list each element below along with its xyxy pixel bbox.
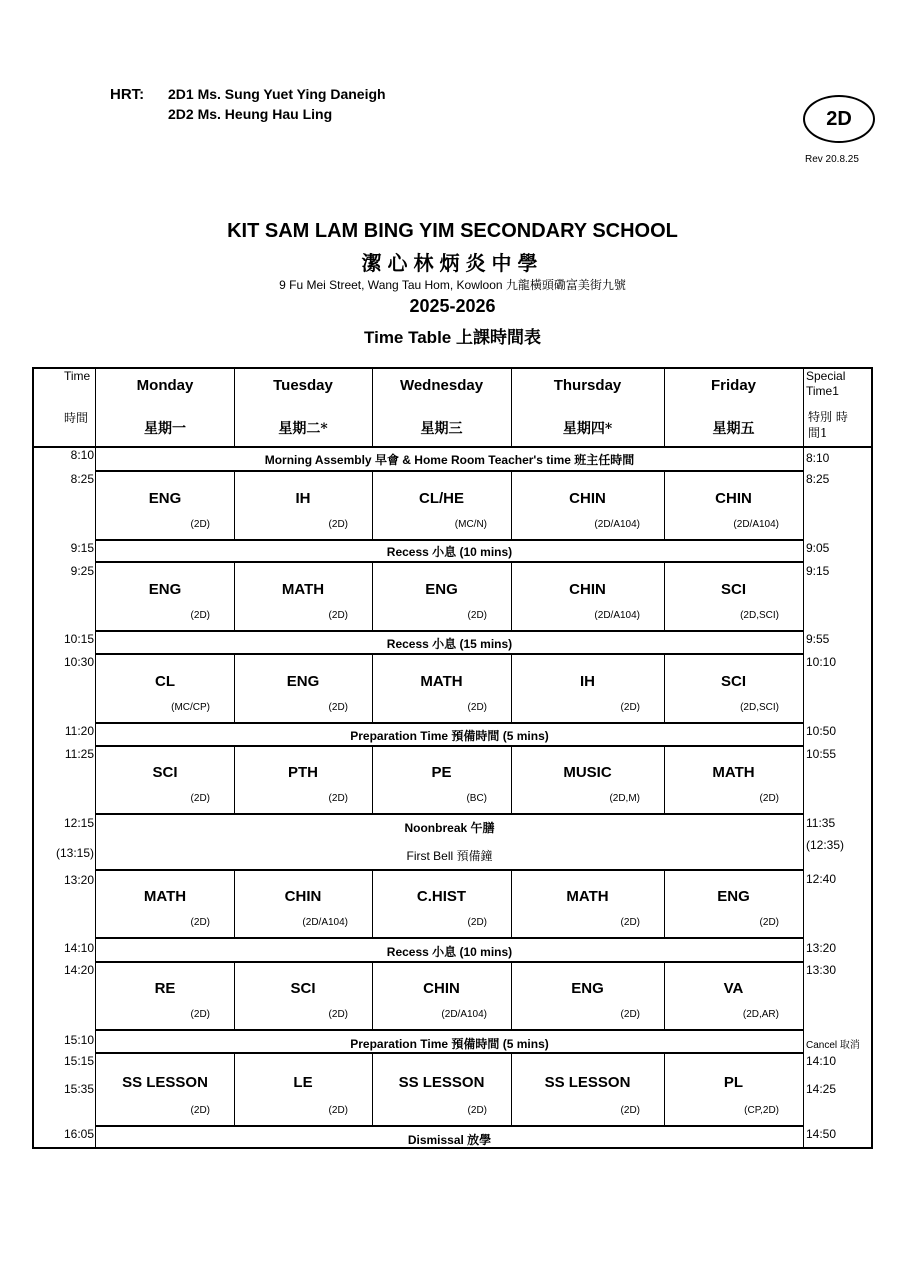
- lesson-subject: CL: [155, 672, 175, 690]
- lesson-room: (2D): [190, 793, 210, 804]
- special-time-header-en: Special Time1: [806, 369, 846, 398]
- lesson-subject: SS LESSON: [122, 1073, 208, 1091]
- time-label: 8:25: [70, 472, 94, 486]
- special-time-label: 12:40: [806, 872, 837, 886]
- time-header-en: Time: [64, 369, 91, 383]
- special-time-label: 9:55: [806, 632, 830, 646]
- lesson-subject: MATH: [420, 672, 463, 690]
- time-label: (13:15): [55, 846, 94, 860]
- lesson-subject: CL/HE: [419, 489, 464, 507]
- lesson-subject: VA: [723, 980, 744, 997]
- day-header-tuesday-zh: 星期二*: [278, 421, 328, 437]
- special-time-label: 14:25: [806, 1082, 837, 1096]
- lesson-room: (2D): [467, 610, 487, 621]
- row-divider: [96, 653, 803, 655]
- row-divider: [96, 1052, 803, 1054]
- lesson-subject: SS LESSON: [544, 1073, 631, 1091]
- lesson-room: (2D): [190, 519, 210, 530]
- lesson-subject: CHIN: [569, 580, 606, 598]
- day-header-thursday-zh: 星期四*: [562, 421, 613, 437]
- lesson-subject: SCI: [720, 672, 746, 690]
- band-noonbreak: Noonbreak 午膳: [404, 821, 495, 835]
- time-label: 14:10: [63, 941, 94, 955]
- school-address: 9 Fu Mei Street, Wang Tau Hom, Kowloon 九龍橫頭磡富美街九號: [279, 278, 626, 292]
- lesson-subject: SS LESSON: [398, 1073, 485, 1091]
- time-label: 11:25: [64, 747, 94, 761]
- lesson-room: (2D): [467, 917, 487, 928]
- hrt-teacher-2d2: 2D2 Ms. Heung Hau Ling: [168, 106, 333, 122]
- lesson-subject: MATH: [281, 580, 325, 598]
- lesson-subject: ENG: [717, 888, 750, 905]
- lesson-room: (2D): [190, 610, 210, 621]
- day-header-friday: Friday: [710, 377, 756, 394]
- row-divider: [96, 446, 803, 448]
- time-label: 9:15: [70, 541, 94, 555]
- time-label: 15:35: [63, 1082, 94, 1096]
- lesson-room: (2D): [190, 1105, 210, 1116]
- column-divider: [803, 367, 804, 1147]
- lesson-subject: RE: [154, 980, 176, 997]
- table-border: [871, 367, 873, 1149]
- band-preparation-1: Preparation Time 預備時間 (5 mins): [350, 729, 549, 743]
- lesson-subject: ENG: [286, 672, 320, 690]
- row-divider: [96, 869, 803, 871]
- lesson-subject: CHIN: [569, 489, 606, 507]
- column-divider: [234, 367, 235, 446]
- band-recess-1: Recess 小息 (10 mins): [386, 545, 513, 559]
- special-time-label: 14:10: [806, 1054, 837, 1068]
- lesson-subject: PTH: [288, 764, 318, 781]
- lesson-room: (2D/A104): [594, 519, 640, 530]
- special-time-label: Cancel 取消: [806, 1040, 860, 1051]
- lesson-subject: CHIN: [423, 980, 460, 997]
- lesson-room: (2D): [328, 793, 348, 804]
- special-time-label: 8:10: [806, 451, 830, 465]
- lesson-room: (2D): [620, 917, 640, 928]
- special-time-label: 9:05: [806, 541, 830, 555]
- special-time-label: 10:50: [806, 724, 837, 738]
- lesson-subject: ENG: [425, 580, 458, 598]
- class-badge: 2D: [803, 95, 875, 143]
- school-name-en: KIT SAM LAM BING YIM SECONDARY SCHOOL: [227, 220, 678, 242]
- lesson-room: (CP,2D): [744, 1105, 779, 1116]
- lesson-subject: PE: [431, 764, 452, 781]
- lesson-subject: SCI: [290, 980, 316, 997]
- lesson-room: (2D): [328, 1105, 348, 1116]
- lesson-subject: ENG: [148, 489, 182, 507]
- lesson-room: (2D): [620, 1105, 640, 1116]
- lesson-subject: MATH: [712, 764, 755, 781]
- time-header-zh: 時間: [64, 411, 89, 425]
- school-name-zh: 潔心林炳炎中學: [361, 251, 544, 275]
- lesson-room: (BC): [466, 793, 487, 804]
- lesson-room: (2D,SCI): [740, 610, 779, 621]
- special-time-label: 14:50: [806, 1127, 837, 1141]
- lesson-subject: CHIN: [715, 489, 752, 507]
- lesson-room: (MC/CP): [171, 702, 210, 713]
- special-time-label: 11:35: [806, 816, 836, 830]
- row-divider: [96, 813, 803, 815]
- time-label: 12:15: [63, 816, 94, 830]
- day-header-thursday: Thursday: [553, 377, 622, 394]
- special-time-label: 8:25: [806, 472, 830, 486]
- row-divider: [96, 745, 803, 747]
- row-divider: [96, 470, 803, 472]
- time-label: 13:20: [63, 873, 94, 887]
- lesson-room: (2D): [759, 917, 779, 928]
- column-divider: [664, 367, 665, 446]
- row-divider: [96, 937, 803, 939]
- lesson-room: (2D): [190, 1009, 210, 1020]
- lesson-subject: MATH: [143, 888, 187, 905]
- lesson-subject: IH: [295, 489, 311, 507]
- lesson-subject: C.HIST: [416, 888, 467, 905]
- lesson-room: (2D): [328, 610, 348, 621]
- row-divider: [96, 1147, 803, 1149]
- row-divider: [96, 722, 803, 724]
- row-divider: [96, 1029, 803, 1031]
- hrt-teacher-2d1: 2D1 Ms. Sung Yuet Ying Daneigh: [168, 86, 386, 102]
- lesson-subject: CHIN: [284, 888, 322, 905]
- special-time-label: 13:20: [806, 941, 837, 955]
- lesson-subject: ENG: [571, 980, 604, 997]
- lesson-subject: MUSIC: [563, 764, 612, 781]
- special-time-label: 13:30: [806, 963, 837, 977]
- column-divider: [372, 367, 373, 446]
- time-label: 10:15: [63, 632, 94, 646]
- lesson-subject: IH: [580, 672, 595, 690]
- lesson-room: (2D): [328, 519, 348, 530]
- lesson-subject: MATH: [566, 888, 609, 905]
- lesson-room: (2D/A104): [594, 610, 640, 621]
- time-label: 16:05: [63, 1127, 94, 1141]
- time-label: 15:15: [63, 1054, 94, 1068]
- timetable-title: Time Table 上課時間表: [364, 328, 541, 347]
- day-header-wednesday: Wednesday: [399, 377, 484, 394]
- time-label: 8:10: [70, 448, 94, 462]
- lesson-subject: ENG: [148, 580, 182, 598]
- band-assembly: Morning Assembly 早會 & Home Room Teacher's time 班主任時間: [264, 453, 635, 467]
- day-header-friday-zh: 星期五: [712, 421, 755, 437]
- lesson-subject: LE: [293, 1073, 313, 1091]
- lesson-subject: SCI: [152, 764, 178, 781]
- day-header-wednesday-zh: 星期三: [420, 421, 463, 437]
- row-divider: [96, 1125, 803, 1127]
- lesson-room: (2D): [759, 793, 779, 804]
- lesson-room: (2D,SCI): [740, 702, 779, 713]
- special-time-label: 10:10: [806, 655, 837, 669]
- time-label: 9:25: [70, 564, 94, 578]
- lesson-room: (2D): [620, 1009, 640, 1020]
- time-label: 14:20: [63, 963, 94, 977]
- special-time-header-zh: 特別 時間1: [808, 410, 848, 440]
- lesson-room: (2D/A104): [733, 519, 779, 530]
- table-border: [32, 367, 872, 369]
- row-divider: [96, 961, 803, 963]
- band-preparation-2: Preparation Time 預備時間 (5 mins): [350, 1037, 549, 1051]
- school-year: 2025-2026: [409, 296, 496, 316]
- band-dismissal: Dismissal 放學: [407, 1133, 492, 1147]
- lesson-room: (2D/A104): [302, 917, 348, 928]
- lesson-subject: PL: [723, 1073, 744, 1091]
- lesson-room: (MC/N): [454, 519, 487, 530]
- revision-label: Rev 20.8.25: [805, 154, 859, 165]
- special-time-label: (12:35): [806, 838, 845, 852]
- lesson-room: (2D): [328, 1009, 348, 1020]
- day-header-monday: Monday: [136, 377, 194, 394]
- row-divider: [96, 561, 803, 563]
- lesson-room: (2D/A104): [441, 1009, 487, 1020]
- lesson-room: (2D): [467, 1105, 487, 1116]
- lesson-room: (2D,AR): [742, 1009, 779, 1020]
- lesson-room: (2D): [190, 917, 210, 928]
- day-header-monday-zh: 星期一: [144, 421, 186, 437]
- lesson-room: (2D): [620, 702, 640, 713]
- lesson-room: (2D): [328, 702, 348, 713]
- lesson-room: (2D): [467, 702, 487, 713]
- time-label: 11:20: [64, 724, 94, 738]
- column-divider: [511, 367, 512, 446]
- time-label: 10:30: [63, 655, 94, 669]
- band-recess-3: Recess 小息 (10 mins): [386, 945, 513, 959]
- hrt-label: HRT:: [110, 86, 145, 103]
- special-time-label: 10:55: [806, 747, 837, 761]
- row-divider: [96, 630, 803, 632]
- band-recess-2: Recess 小息 (15 mins): [386, 637, 513, 651]
- lesson-room: (2D,M): [609, 793, 640, 804]
- lesson-subject: SCI: [720, 580, 746, 598]
- time-label: 15:10: [63, 1033, 94, 1047]
- special-time-label: 9:15: [806, 564, 830, 578]
- day-header-tuesday: Tuesday: [273, 377, 333, 394]
- row-divider: [96, 539, 803, 541]
- band-first-bell: First Bell 預備鐘: [406, 849, 493, 863]
